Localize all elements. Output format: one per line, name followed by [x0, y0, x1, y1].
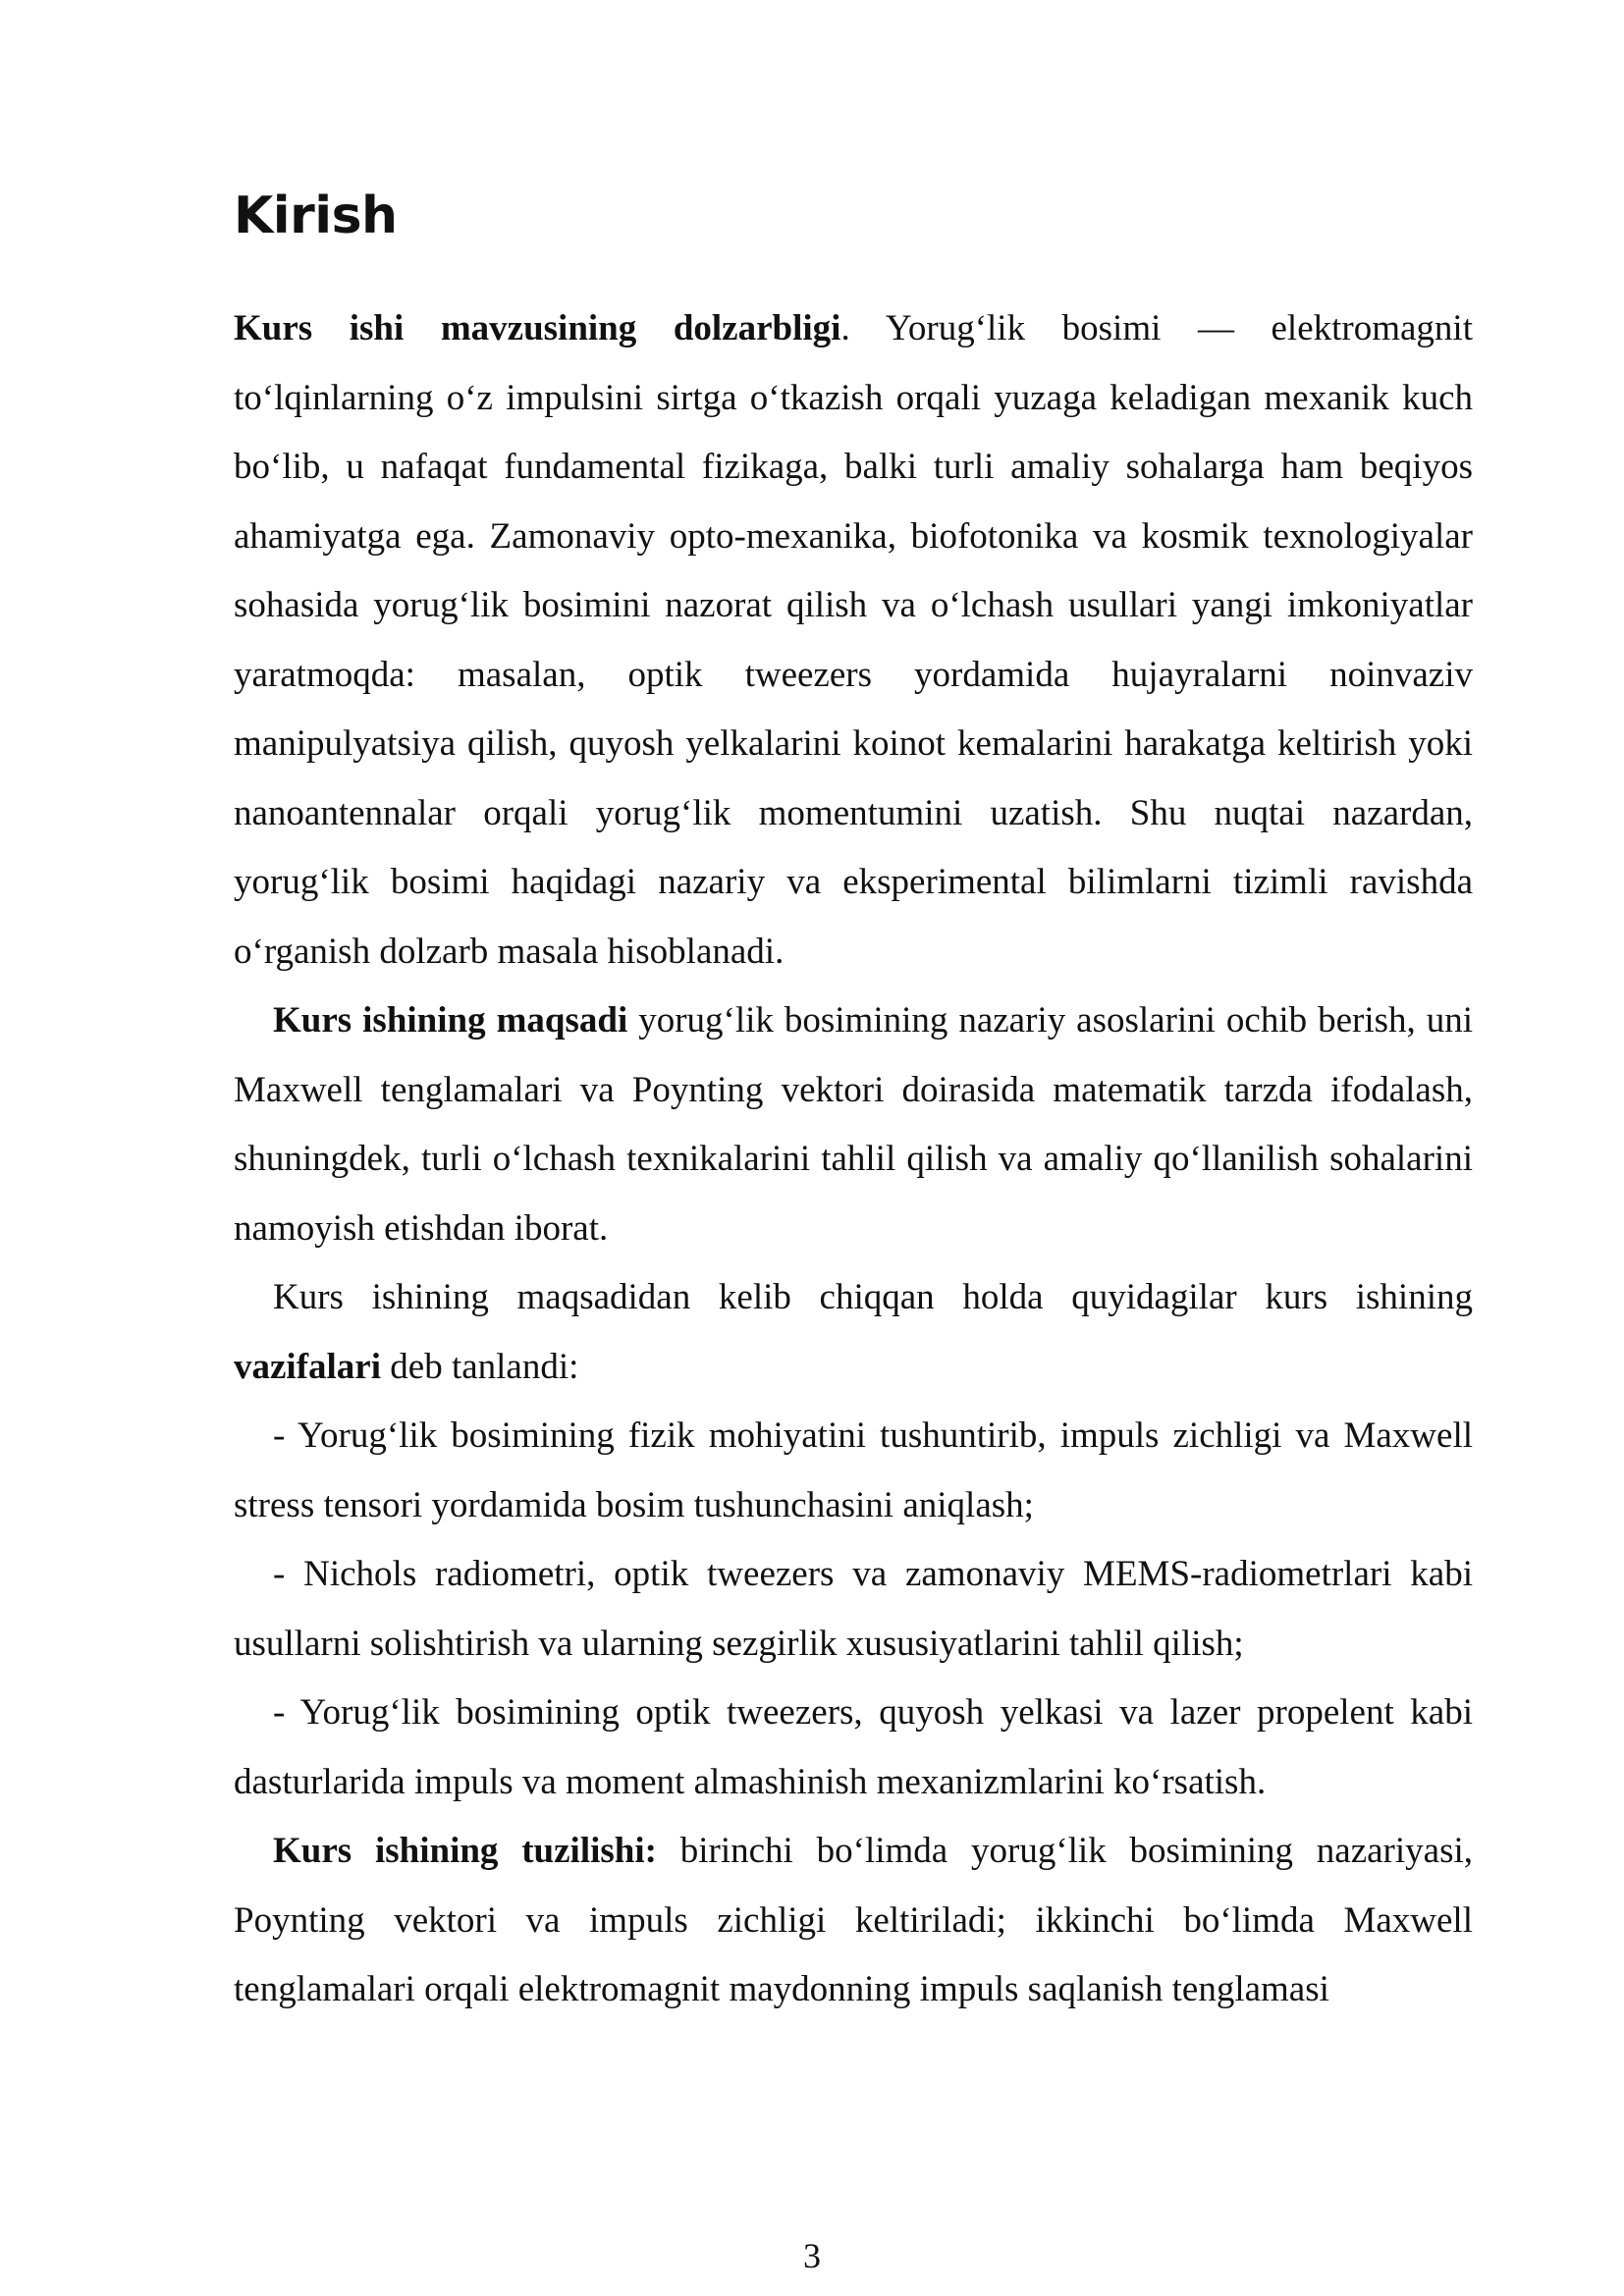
structure-text: birinchi bo‘limda yorug‘lik bosimining nazariyasi, Poynting vektori va impuls zichligi keltiriladi; ikkinchi bo‘limda Maxwell tenglamalari orqali elektromagnit maydonning impuls saqlanish tenglamasi	[234, 1831, 1474, 2009]
task-item-2-text: - Nichols radiometri, optik tweezers va zamonaviy MEMS-radiometrlari kabi usullarni solishtirish va ularning sezgirlik xususiyatlarini tahlil qilish;	[234, 1554, 1473, 1664]
task-item-1	[234, 1402, 1473, 1540]
paragraph-structure	[234, 1817, 1473, 2025]
paragraph-goal	[234, 987, 1473, 1263]
paragraph-tasks-intro	[234, 1263, 1473, 1402]
structure-lead: Kurs ishining tuzilishi:	[273, 1831, 657, 1871]
relevance-text: Yorug‘lik bosimi — elektromagnit to‘lqinlarning o‘z impulsini sirtga o‘tkazish orqali yuzaga keladigan mexanik kuch bo‘lib, u nafaqat fundamental fizikaga, balki turli amaliy sohalarga ham beqiyos ahamiyatga ega. Zamonaviy opto-mexanika, biofotonika va kosmik texnologiyalar sohasida yorug‘lik bosimini nazorat qilish va o‘lchash usullari yangi imkoniyatlar yaratmoqda: masalan, optik tweezers yordamida hujayralarni noinvaziv manipulyatsiya qilish, quyosh yelkalarini koinot kemalarini harakatga keltirish yoki nanoantennalar orqali yorug‘lik momentumini uzatish. Shu nuqtai nazardan, yorug‘lik bosimi haqidagi nazariy va eksperimental bilimlarni tizimli ravishda o‘rganish dolzarb masala hisoblanadi.	[234, 308, 1473, 972]
task-item-3	[234, 1679, 1473, 1817]
goal-lead: Kurs ishining maqsadi	[273, 1000, 628, 1041]
task-item-2	[234, 1540, 1473, 1679]
tasks-intro-bold: vazifalari	[234, 1346, 382, 1387]
task-item-3-text: - Yorug‘lik bosimining optik tweezers, quyosh yelkasi va lazer propelent kabi dasturlarida impuls va moment almashinish mexanizmlarini ko‘rsatish.	[234, 1692, 1473, 1802]
section-heading: Kirish	[234, 187, 398, 245]
body-text	[234, 294, 1473, 2025]
relevance-lead: Kurs ishi mavzusining dolzarbligi	[234, 308, 841, 348]
task-item-1-text: - Yorug‘lik bosimining fizik mohiyatini tushuntirib, impuls zichligi va Maxwell stress tensori yordamida bosim tushunchasini aniqlash;	[234, 1415, 1473, 1525]
page-number: 3	[803, 2236, 821, 2275]
paragraph-relevance	[234, 294, 1473, 987]
tasks-intro-pre: Kurs ishining maqsadidan kelib chiqqan holda quyidagilar kurs ishining	[273, 1277, 1473, 1317]
tasks-intro-post: deb tanlandi:	[381, 1346, 579, 1387]
goal-text: yorug‘lik bosimining nazariy asoslarini ochib berish, uni Maxwell tenglamalari va Poynting vektori doirasida matematik tarzda ifodalash, shuningdek, turli o‘lchash texnikalarini tahlil qilish va amaliy qo‘llanilish sohalarini namoyish etishdan iborat.	[234, 1000, 1474, 1249]
relevance-lead-suffix: .	[840, 308, 850, 348]
